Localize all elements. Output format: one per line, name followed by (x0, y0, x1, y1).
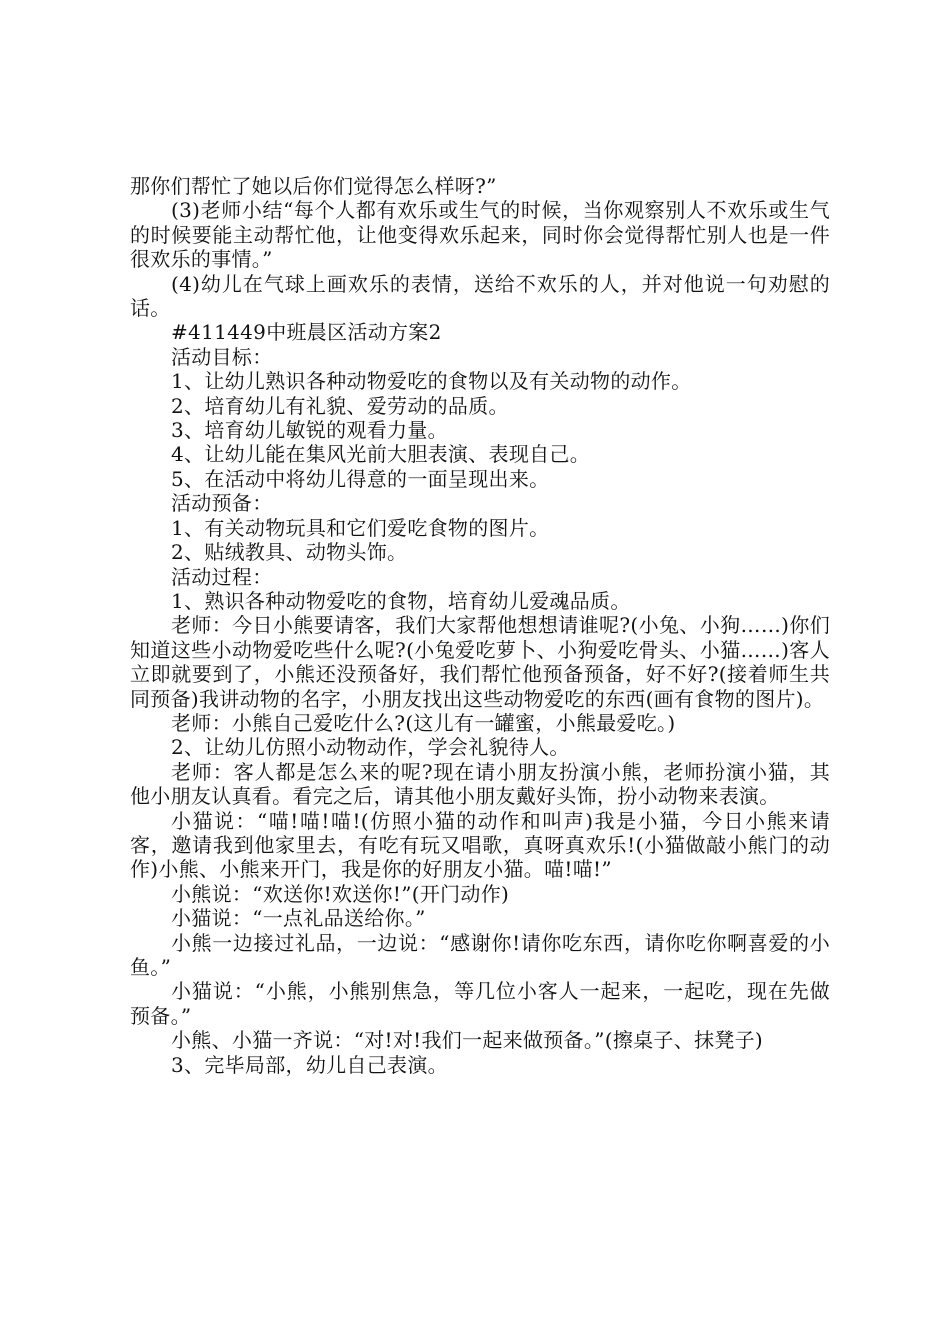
paragraph-balloon-activity: (4)幼儿在气球上画欢乐的表情，送给不欢乐的人，并对他说一句劝慰的话。 (130, 271, 830, 321)
dialogue-paragraph: 老师：小熊自己爱吃什么?(这儿有一罐蜜，小熊最爱吃。) (171, 710, 676, 735)
process-step: 3、完毕局部，幼儿自己表演。 (171, 1052, 448, 1077)
dialogue-paragraph: 小熊一边接过礼品，一边说：“感谢你!请你吃东西，请你吃你啊喜爱的小鱼。” (130, 930, 830, 979)
dialogue-paragraph: 小猫说：“小熊，小熊别焦急，等几位小客人一起来，一起吃，现在先做预备。” (130, 979, 830, 1028)
goal-item: 3、培育幼儿敏锐的观看力量。 (171, 418, 448, 443)
document-body (130, 174, 830, 1077)
dialogue-paragraph: 小熊、小猫一齐说：“对!对!我们一起来做预备。”(擦桌子、抹凳子) (171, 1028, 764, 1053)
goal-item: 2、培育幼儿有礼貌、爱劳动的品质。 (171, 393, 509, 418)
dialogue-paragraph: 小猫说：“一点礼品送给你。” (171, 906, 426, 931)
dialogue-paragraph: 小熊说：“欢送你!欢送你!”(开门动作) (171, 881, 510, 906)
dialogue-paragraph: 小猫说：“喵!喵!喵!(仿照小猫的动作和叫声)我是小猫，今日小熊来请客，邀请我到他家里去，有吃有玩又唱歌，真呀真欢乐!(小猫做敲小熊门的动作)小熊、小熊来开门，我是你的好朋友小猫。喵!喵!” (130, 808, 830, 882)
dialogue-paragraph: 老师：今日小熊要请客，我们大家帮他想想请谁呢?(小兔、小狗……)你们知道这些小动物爱吃些什么呢?(小兔爱吃萝卜、小狗爱吃骨头、小猫……)客人立即就要到了，小熊还没预备好，我们帮忙他预备预备，好不好?(接着师生共同预备)我讲动物的名字，小朋友找出这些动物爱吃的东西(画有食物的图片)。 (130, 613, 830, 711)
paragraph-continuation: 那你们帮忙了她以后你们觉得怎么样呀?” (130, 174, 497, 198)
heading-activity-process: 活动过程： (171, 564, 273, 589)
heading-activity-preparation: 活动预备： (171, 491, 273, 516)
process-step: 2、让幼儿仿照小动物动作，学会礼貌待人。 (171, 735, 570, 760)
goal-item: 1、让幼儿熟识各种动物爱吃的食物以及有关动物的动作。 (171, 369, 692, 394)
section-title: #411449中班晨区活动方案2 (171, 320, 442, 345)
preparation-item: 1、有关动物玩具和它们爱吃食物的图片。 (171, 515, 550, 540)
process-step: 1、熟识各种动物爱吃的食物，培育幼儿爱魂品质。 (171, 588, 631, 613)
goal-item: 4、让幼儿能在集风光前大胆表演、表现自己。 (171, 442, 591, 467)
preparation-item: 2、贴绒教具、动物头饰。 (171, 540, 408, 565)
goal-item: 5、在活动中将幼儿得意的一面呈现出来。 (171, 466, 550, 491)
paragraph-teacher-summary: (3)老师小结“每个人都有欢乐或生气的时候，当你观察别人不欢乐或生气的时候要能主动帮忙他，让他变得欢乐起来，同时你会觉得帮忙别人也是一件很欢乐的事情。” (130, 198, 830, 272)
dialogue-paragraph: 老师：客人都是怎么来的呢?现在请小朋友扮演小熊，老师扮演小猫，其他小朋友认真看。看完之后，请其他小朋友戴好头饰，扮小动物来表演。 (130, 759, 830, 809)
heading-activity-goals: 活动目标： (171, 344, 273, 369)
